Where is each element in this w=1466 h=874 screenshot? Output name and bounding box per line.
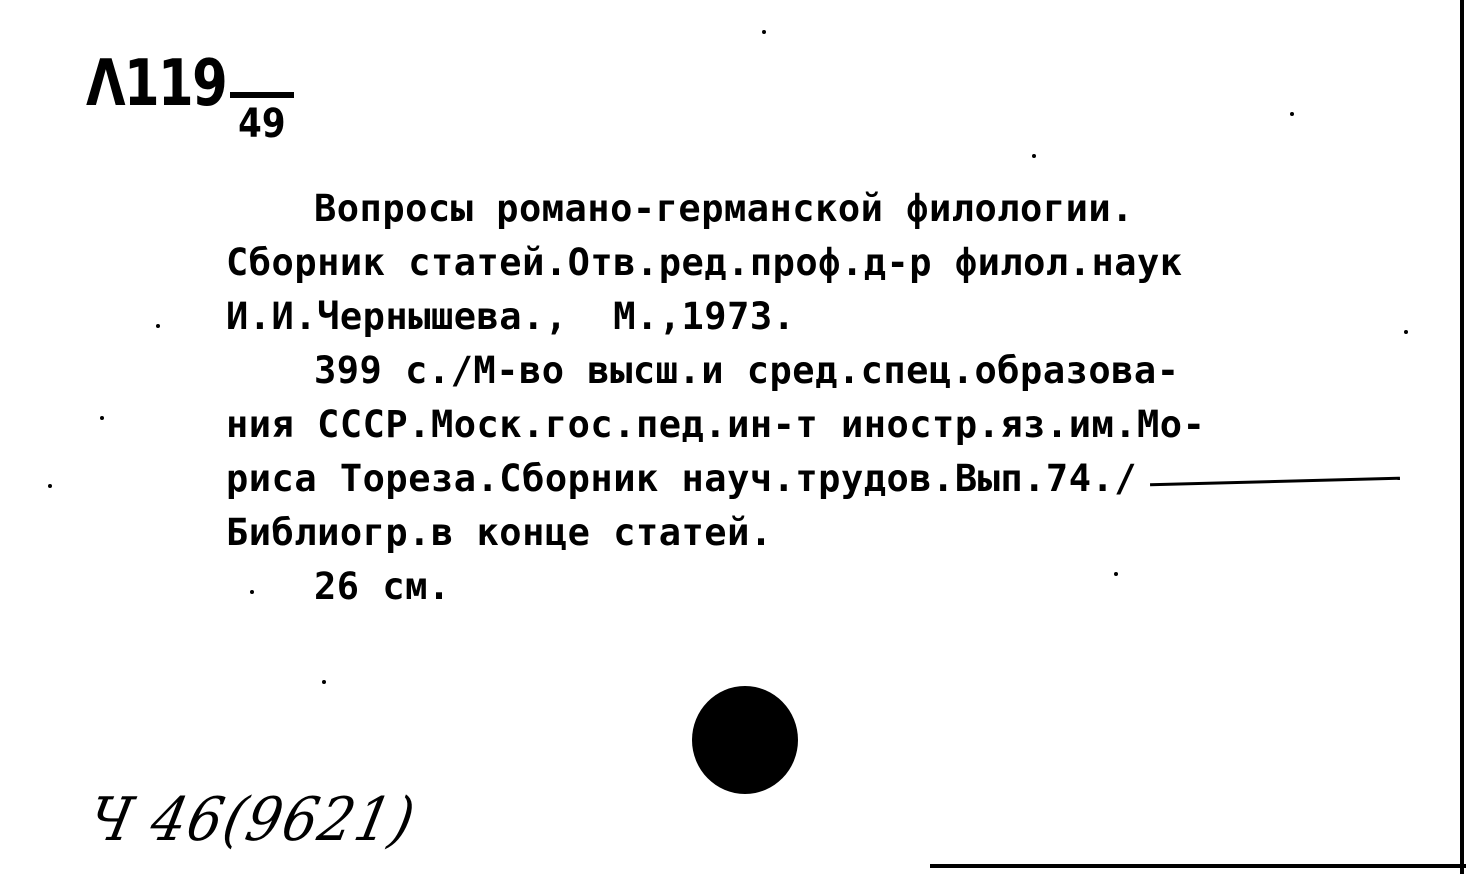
speck: [100, 416, 104, 420]
speck: [322, 680, 326, 684]
speck: [250, 590, 254, 594]
card-bottom-line: [930, 864, 1466, 868]
entry-line: Библиогр.в конце статей.: [226, 511, 773, 554]
speck: [156, 324, 160, 328]
handwritten-inventory-number: Ч 46(9621): [82, 785, 423, 855]
entry-line: И.И.Чернышева., М.,1973.: [226, 295, 796, 338]
speck: [1404, 330, 1408, 334]
fraction-bar: [230, 92, 294, 98]
speck: [48, 484, 52, 488]
entry-title-line: Вопросы романо-германской филологии.: [314, 187, 1134, 230]
card-edge-line: [1460, 0, 1464, 874]
speck: [1114, 572, 1118, 576]
shelfmark-code: Λ119: [86, 47, 227, 121]
entry-line: ния СССР.Моск.гос.пед.ин-т иностр.яз.им.Мо-: [226, 403, 1206, 446]
card-punch-hole: [692, 686, 798, 794]
entry-size-line: 26 см.: [314, 565, 451, 608]
entry-pagination-line: 399 с./М-во высш.и сред.спец.образова-: [314, 349, 1180, 392]
shelfmark-fraction: [226, 92, 298, 147]
speck: [1032, 154, 1036, 158]
entry-line: риса Тореза.Сборник науч.трудов.Вып.74./: [226, 457, 1138, 500]
shelfmark-denominator: 49: [238, 101, 286, 147]
speck: [762, 30, 766, 34]
entry-line: Сборник статей.Отв.ред.проф.д-р филол.наук: [226, 241, 1183, 284]
speck: [1290, 112, 1294, 116]
bibliographic-entry: [226, 182, 1456, 614]
